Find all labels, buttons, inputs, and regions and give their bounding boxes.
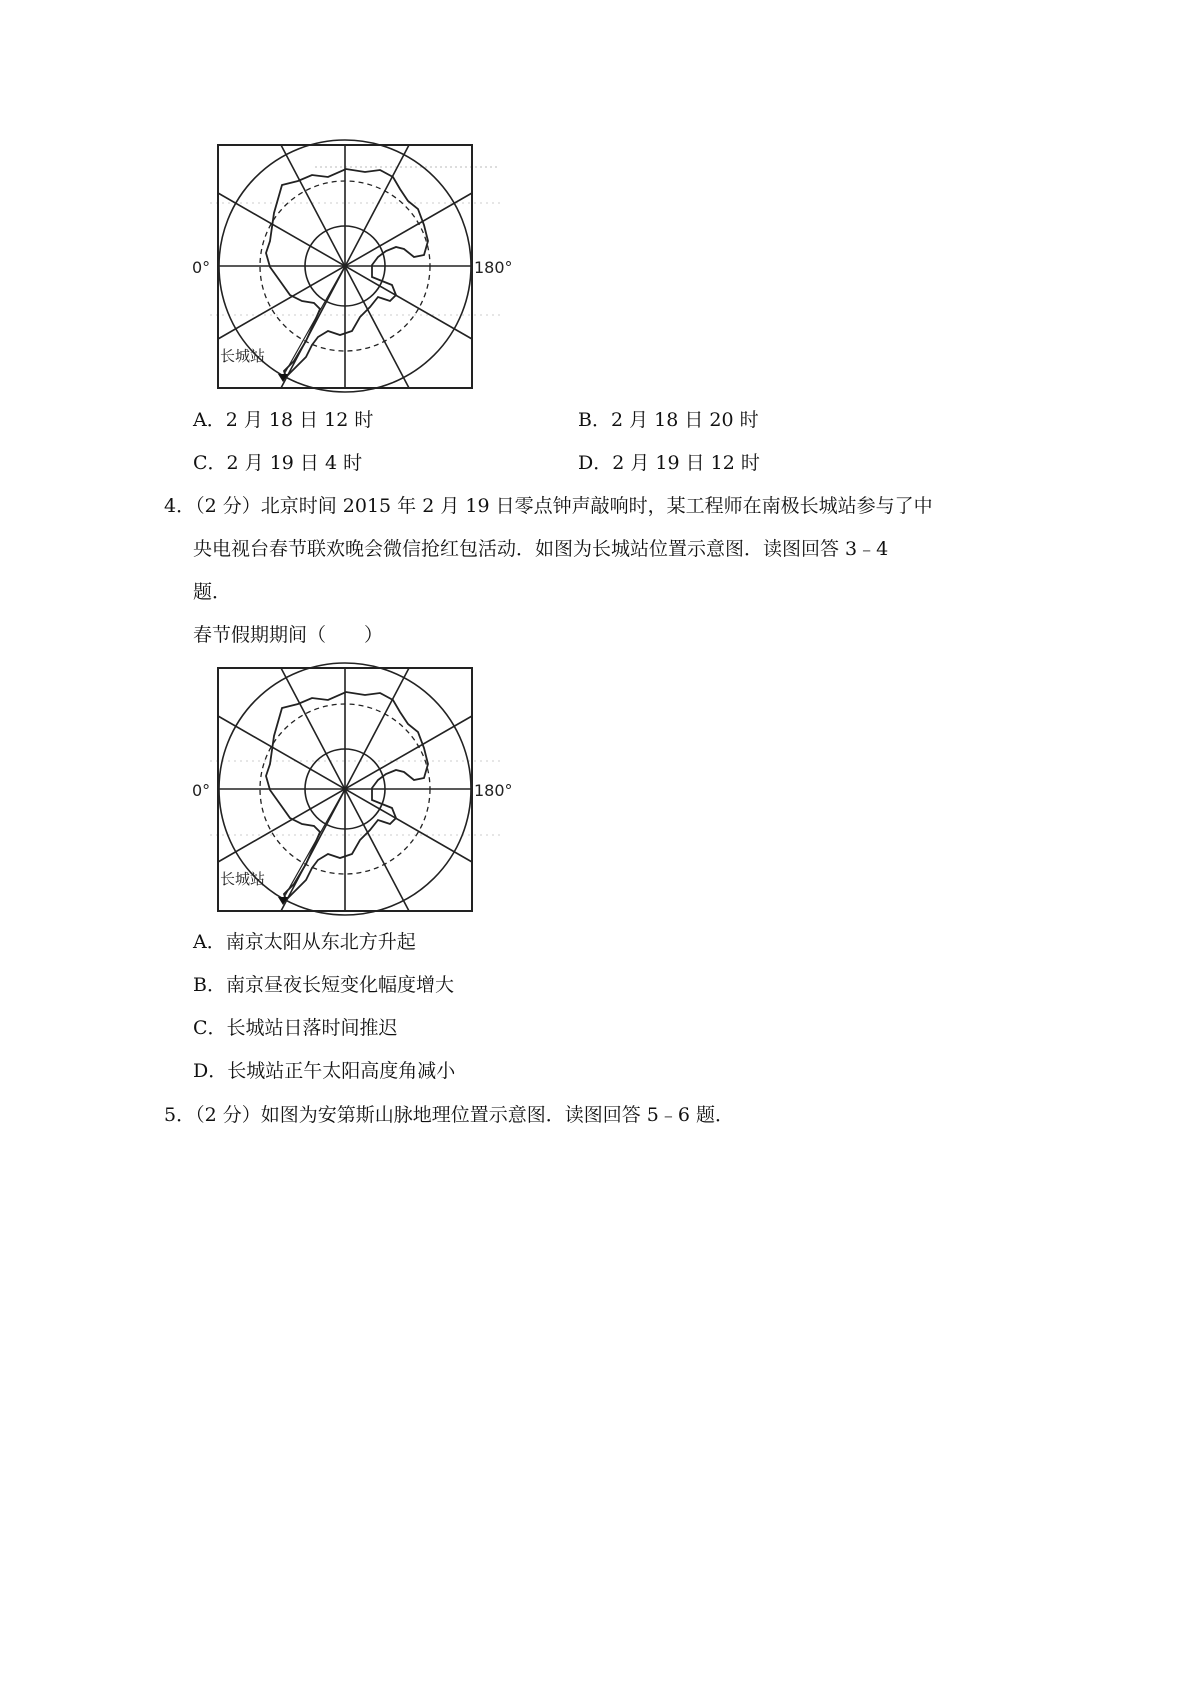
- question-number: 4．: [164, 495, 196, 517]
- meridian-180-label: 180°: [474, 781, 513, 800]
- option-text: 南京昼夜长短变化幅度增大: [225, 974, 454, 996]
- option-text: 2 月 19 日 4 时: [226, 452, 363, 474]
- question-number: 5．: [164, 1104, 196, 1126]
- question-text: （2 分）如图为安第斯山脉地理位置示意图．读图回答 5﹣6 题．: [195, 1104, 734, 1126]
- station-link-line: [282, 266, 345, 378]
- option-a: [193, 930, 416, 954]
- option-text: 2 月 18 日 20 时: [610, 409, 759, 431]
- option-b: [193, 973, 454, 997]
- option-b: [578, 408, 759, 432]
- polar-projection-figure: [192, 668, 513, 948]
- option-letter: A．: [193, 931, 226, 953]
- option-text: 2 月 19 日 12 时: [612, 452, 760, 474]
- question-4-line-1: [164, 494, 933, 518]
- antarctica-coastline: [266, 169, 428, 377]
- option-letter: C．: [193, 1017, 227, 1039]
- antarctica-coastline: [266, 692, 428, 900]
- meridian-0-label: 0°: [192, 781, 211, 800]
- option-text: 长城站正午太阳高度角减小: [227, 1060, 456, 1082]
- question-text: （2 分）北京时间 2015 年 2 月 19 日零点钟声敲响时，某工程师在南极长城站参与了中: [195, 495, 933, 517]
- option-letter: D．: [193, 1060, 228, 1082]
- meridian-180-label: 180°: [474, 258, 513, 277]
- question-4-stem: 春节假期期间（ ）: [193, 624, 384, 646]
- antarctica-map-1: [192, 145, 513, 425]
- option-c: [193, 1016, 398, 1040]
- question-4-line-2: 央电视台春节联欢晚会微信抢红包活动．如图为长城站位置示意图．读图回答 3﹣4: [193, 538, 889, 560]
- station-label: 长城站: [220, 347, 266, 365]
- option-c: [193, 451, 362, 475]
- option-a: [193, 408, 373, 432]
- option-text: 2 月 18 日 12 时: [225, 409, 374, 431]
- station-label: 长城站: [220, 870, 266, 888]
- option-letter: D．: [578, 452, 613, 474]
- option-text: 长城站日落时间推迟: [226, 1017, 398, 1039]
- option-d: [193, 1059, 455, 1083]
- option-letter: C．: [193, 452, 227, 474]
- station-link-line: [282, 789, 345, 901]
- option-letter: B．: [193, 974, 226, 996]
- option-text: 南京太阳从东北方升起: [225, 931, 416, 953]
- question-5: [164, 1103, 734, 1127]
- option-d: [578, 451, 760, 475]
- option-letter: A．: [193, 409, 226, 431]
- question-4-line-3: 题．: [193, 581, 232, 603]
- antarctica-map-2: [192, 668, 513, 948]
- meridian-0-label: 0°: [192, 258, 211, 277]
- polar-projection-figure: [192, 145, 513, 425]
- option-letter: B．: [578, 409, 611, 431]
